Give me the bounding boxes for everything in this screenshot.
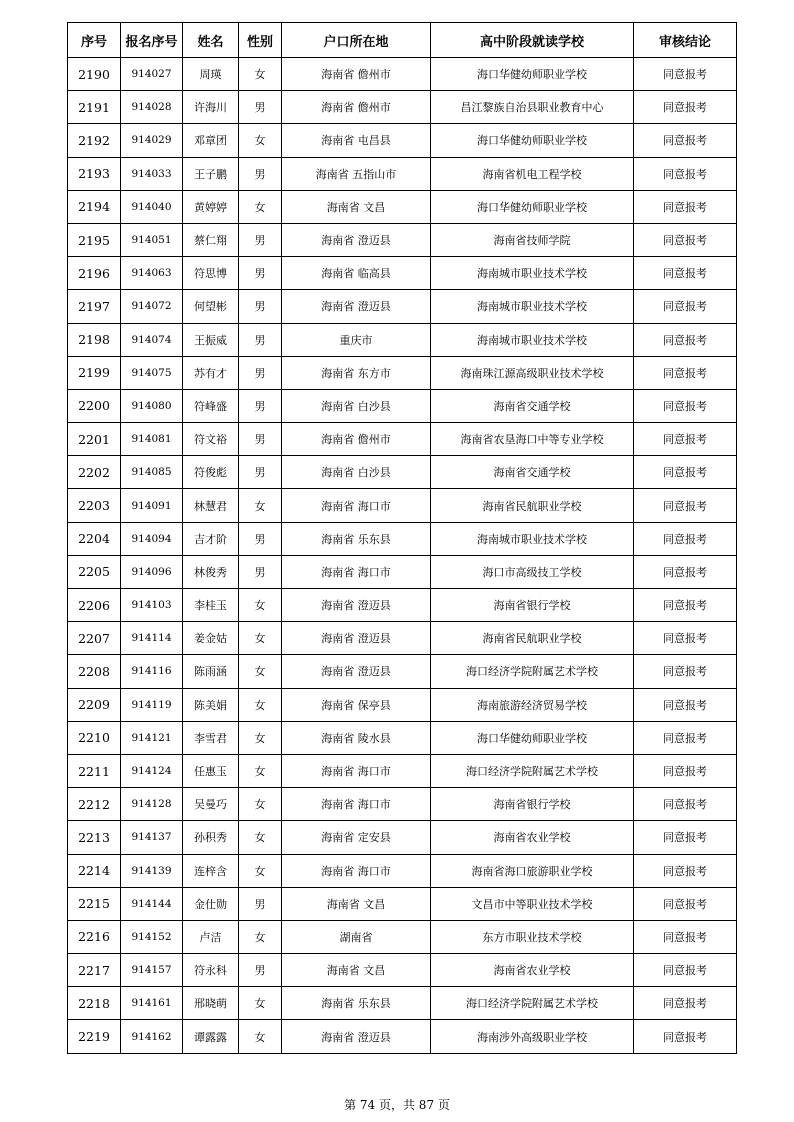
household-location-cell: 海南省 乐东县: [282, 987, 431, 1020]
review-result-cell: 同意报考: [634, 91, 737, 124]
seq-cell: 2209: [68, 688, 121, 721]
seq-cell: 2198: [68, 323, 121, 356]
review-result-cell: 同意报考: [634, 389, 737, 422]
name-cell: 陈雨涵: [183, 655, 239, 688]
table-row: [68, 356, 737, 389]
registration-number-cell: 914080: [121, 389, 183, 422]
school-cell: 海南省民航职业学校: [431, 489, 634, 522]
registration-number-cell: 914091: [121, 489, 183, 522]
household-location-cell: 海南省 保亭县: [282, 688, 431, 721]
table-row: [68, 622, 737, 655]
gender-cell: 女: [239, 124, 282, 157]
review-result-cell: 同意报考: [634, 821, 737, 854]
gender-cell: 男: [239, 257, 282, 290]
seq-cell: 2207: [68, 622, 121, 655]
name-cell: 邢晓萌: [183, 987, 239, 1020]
gender-cell: 女: [239, 854, 282, 887]
household-location-cell: 海南省 澄迈县: [282, 655, 431, 688]
seq-cell: 2214: [68, 854, 121, 887]
gender-cell: 女: [239, 821, 282, 854]
school-cell: 东方市职业技术学校: [431, 920, 634, 953]
seq-cell: 2215: [68, 887, 121, 920]
gender-cell: 男: [239, 91, 282, 124]
household-location-cell: 海南省 东方市: [282, 356, 431, 389]
table-row: [68, 655, 737, 688]
column-header-registration-number: 报名序号: [121, 23, 183, 58]
review-result-cell: 同意报考: [634, 157, 737, 190]
registration-number-cell: 914033: [121, 157, 183, 190]
school-cell: 海南省交通学校: [431, 389, 634, 422]
gender-cell: 男: [239, 887, 282, 920]
review-result-cell: 同意报考: [634, 788, 737, 821]
name-cell: 符峰盛: [183, 389, 239, 422]
school-cell: 海南省农业学校: [431, 954, 634, 987]
registration-number-cell: 914162: [121, 1020, 183, 1053]
household-location-cell: 海南省 文昌: [282, 887, 431, 920]
registration-number-cell: 914051: [121, 223, 183, 256]
registration-number-cell: 914157: [121, 954, 183, 987]
review-result-cell: 同意报考: [634, 522, 737, 555]
household-location-cell: 海南省 海口市: [282, 489, 431, 522]
review-result-cell: 同意报考: [634, 655, 737, 688]
name-cell: 王振威: [183, 323, 239, 356]
table-row: [68, 58, 737, 91]
seq-cell: 2210: [68, 721, 121, 754]
registration-number-cell: 914027: [121, 58, 183, 91]
gender-cell: 男: [239, 290, 282, 323]
review-result-cell: 同意报考: [634, 290, 737, 323]
registration-number-cell: 914128: [121, 788, 183, 821]
column-header-gender: 性别: [239, 23, 282, 58]
gender-cell: 女: [239, 622, 282, 655]
gender-cell: 女: [239, 589, 282, 622]
registration-number-cell: 914137: [121, 821, 183, 854]
gender-cell: 男: [239, 456, 282, 489]
name-cell: 符文裕: [183, 423, 239, 456]
seq-cell: 2196: [68, 257, 121, 290]
gender-cell: 女: [239, 655, 282, 688]
review-result-cell: 同意报考: [634, 887, 737, 920]
review-result-cell: 同意报考: [634, 854, 737, 887]
gender-cell: 女: [239, 489, 282, 522]
name-cell: 吴曼巧: [183, 788, 239, 821]
school-cell: 海南省技师学院: [431, 223, 634, 256]
school-cell: 海口华健幼师职业学校: [431, 721, 634, 754]
household-location-cell: 海南省 乐东县: [282, 522, 431, 555]
column-header-household-location: 户口所在地: [282, 23, 431, 58]
table-body: [68, 58, 737, 1054]
header-row: [68, 23, 737, 58]
name-cell: 林慧君: [183, 489, 239, 522]
registration-number-cell: 914119: [121, 688, 183, 721]
name-cell: 蔡仁翔: [183, 223, 239, 256]
review-result-cell: 同意报考: [634, 223, 737, 256]
seq-cell: 2201: [68, 423, 121, 456]
household-location-cell: 海南省 海口市: [282, 555, 431, 588]
table-row: [68, 1020, 737, 1053]
seq-cell: 2203: [68, 489, 121, 522]
gender-cell: 女: [239, 721, 282, 754]
household-location-cell: 海南省 文昌: [282, 190, 431, 223]
name-cell: 林俊秀: [183, 555, 239, 588]
table-header: [68, 23, 737, 58]
household-location-cell: 海南省 临高县: [282, 257, 431, 290]
school-cell: 海口经济学院附属艺术学校: [431, 655, 634, 688]
registration-number-cell: 914121: [121, 721, 183, 754]
name-cell: 李雪君: [183, 721, 239, 754]
seq-cell: 2199: [68, 356, 121, 389]
seq-cell: 2200: [68, 389, 121, 422]
seq-cell: 2202: [68, 456, 121, 489]
school-cell: 海南省银行学校: [431, 589, 634, 622]
table-row: [68, 190, 737, 223]
seq-cell: 2206: [68, 589, 121, 622]
school-cell: 海南城市职业技术学校: [431, 323, 634, 356]
household-location-cell: 海南省 定安县: [282, 821, 431, 854]
registration-number-cell: 914096: [121, 555, 183, 588]
school-cell: 海口华健幼师职业学校: [431, 190, 634, 223]
table-row: [68, 489, 737, 522]
name-cell: 周瑛: [183, 58, 239, 91]
registration-number-cell: 914074: [121, 323, 183, 356]
gender-cell: 女: [239, 754, 282, 787]
column-header-name: 姓名: [183, 23, 239, 58]
seq-cell: 2217: [68, 954, 121, 987]
name-cell: 邓章团: [183, 124, 239, 157]
table-row: [68, 223, 737, 256]
school-cell: 海南省机电工程学校: [431, 157, 634, 190]
household-location-cell: 海南省 澄迈县: [282, 622, 431, 655]
review-result-cell: 同意报考: [634, 124, 737, 157]
school-cell: 海南城市职业技术学校: [431, 290, 634, 323]
seq-cell: 2195: [68, 223, 121, 256]
seq-cell: 2191: [68, 91, 121, 124]
household-location-cell: 海南省 陵水县: [282, 721, 431, 754]
school-cell: 海南城市职业技术学校: [431, 522, 634, 555]
review-result-cell: 同意报考: [634, 754, 737, 787]
review-result-cell: 同意报考: [634, 688, 737, 721]
table-row: [68, 423, 737, 456]
household-location-cell: 重庆市: [282, 323, 431, 356]
table-row: [68, 788, 737, 821]
household-location-cell: 海南省 海口市: [282, 854, 431, 887]
name-cell: 孙积秀: [183, 821, 239, 854]
registration-number-cell: 914040: [121, 190, 183, 223]
review-result-cell: 同意报考: [634, 257, 737, 290]
gender-cell: 男: [239, 356, 282, 389]
seq-cell: 2208: [68, 655, 121, 688]
table-row: [68, 456, 737, 489]
review-result-cell: 同意报考: [634, 323, 737, 356]
registration-number-cell: 914161: [121, 987, 183, 1020]
seq-cell: 2204: [68, 522, 121, 555]
school-cell: 海南省银行学校: [431, 788, 634, 821]
table-row: [68, 721, 737, 754]
gender-cell: 男: [239, 223, 282, 256]
seq-cell: 2190: [68, 58, 121, 91]
review-result-cell: 同意报考: [634, 456, 737, 489]
name-cell: 连梓含: [183, 854, 239, 887]
review-result-cell: 同意报考: [634, 489, 737, 522]
gender-cell: 女: [239, 58, 282, 91]
household-location-cell: 海南省 五指山市: [282, 157, 431, 190]
registration-number-cell: 914063: [121, 257, 183, 290]
review-result-cell: 同意报考: [634, 555, 737, 588]
review-result-cell: 同意报考: [634, 954, 737, 987]
gender-cell: 女: [239, 688, 282, 721]
school-cell: 海南省农业学校: [431, 821, 634, 854]
seq-cell: 2211: [68, 754, 121, 787]
review-result-cell: 同意报考: [634, 920, 737, 953]
school-cell: 文昌市中等职业技术学校: [431, 887, 634, 920]
table-row: [68, 290, 737, 323]
gender-cell: 女: [239, 788, 282, 821]
household-location-cell: 海南省 海口市: [282, 788, 431, 821]
name-cell: 王子鹏: [183, 157, 239, 190]
registration-number-cell: 914139: [121, 854, 183, 887]
review-result-cell: 同意报考: [634, 1020, 737, 1053]
gender-cell: 男: [239, 522, 282, 555]
registration-number-cell: 914116: [121, 655, 183, 688]
registration-number-cell: 914028: [121, 91, 183, 124]
household-location-cell: 海南省 儋州市: [282, 423, 431, 456]
review-result-cell: 同意报考: [634, 589, 737, 622]
school-cell: 海南涉外高级职业学校: [431, 1020, 634, 1053]
household-location-cell: 海南省 澄迈县: [282, 223, 431, 256]
household-location-cell: 海南省 屯昌县: [282, 124, 431, 157]
name-cell: 吉才阶: [183, 522, 239, 555]
table-row: [68, 688, 737, 721]
review-result-cell: 同意报考: [634, 622, 737, 655]
name-cell: 任惠玉: [183, 754, 239, 787]
name-cell: 姜金姑: [183, 622, 239, 655]
table-row: [68, 91, 737, 124]
registration-number-cell: 914103: [121, 589, 183, 622]
registration-number-cell: 914072: [121, 290, 183, 323]
gender-cell: 男: [239, 954, 282, 987]
registration-number-cell: 914152: [121, 920, 183, 953]
household-location-cell: 海南省 澄迈县: [282, 589, 431, 622]
school-cell: 海口经济学院附属艺术学校: [431, 987, 634, 1020]
gender-cell: 男: [239, 555, 282, 588]
school-cell: 海口华健幼师职业学校: [431, 58, 634, 91]
gender-cell: 男: [239, 157, 282, 190]
table-row: [68, 987, 737, 1020]
registration-number-cell: 914081: [121, 423, 183, 456]
column-header-school: 高中阶段就读学校: [431, 23, 634, 58]
gender-cell: 女: [239, 920, 282, 953]
registration-number-cell: 914114: [121, 622, 183, 655]
name-cell: 卢洁: [183, 920, 239, 953]
table-row: [68, 821, 737, 854]
table-row: [68, 522, 737, 555]
name-cell: 符俊彪: [183, 456, 239, 489]
school-cell: 海口市高级技工学校: [431, 555, 634, 588]
table-row: [68, 589, 737, 622]
name-cell: 金仕勋: [183, 887, 239, 920]
table-row: [68, 954, 737, 987]
table-row: [68, 157, 737, 190]
school-cell: 海南珠江源高级职业技术学校: [431, 356, 634, 389]
seq-cell: 2194: [68, 190, 121, 223]
applicant-review-table-sheet: [67, 22, 736, 1054]
name-cell: 李桂玉: [183, 589, 239, 622]
table-row: [68, 257, 737, 290]
household-location-cell: 海南省 澄迈县: [282, 290, 431, 323]
review-result-cell: 同意报考: [634, 190, 737, 223]
school-cell: 海南旅游经济贸易学校: [431, 688, 634, 721]
seq-cell: 2193: [68, 157, 121, 190]
school-cell: 海南省农垦海口中等专业学校: [431, 423, 634, 456]
column-header-seq: 序号: [68, 23, 121, 58]
school-cell: 海口经济学院附属艺术学校: [431, 754, 634, 787]
school-cell: 海南省交通学校: [431, 456, 634, 489]
seq-cell: 2192: [68, 124, 121, 157]
seq-cell: 2212: [68, 788, 121, 821]
gender-cell: 女: [239, 987, 282, 1020]
table-row: [68, 920, 737, 953]
seq-cell: 2213: [68, 821, 121, 854]
name-cell: 许海川: [183, 91, 239, 124]
table-row: [68, 389, 737, 422]
gender-cell: 女: [239, 190, 282, 223]
name-cell: 苏有才: [183, 356, 239, 389]
gender-cell: 男: [239, 389, 282, 422]
school-cell: 海口华健幼师职业学校: [431, 124, 634, 157]
seq-cell: 2205: [68, 555, 121, 588]
column-header-review-result: 审核结论: [634, 23, 737, 58]
table-row: [68, 323, 737, 356]
household-location-cell: 湖南省: [282, 920, 431, 953]
name-cell: 符永科: [183, 954, 239, 987]
review-result-cell: 同意报考: [634, 356, 737, 389]
household-location-cell: 海南省 文昌: [282, 954, 431, 987]
applicant-review-table: [67, 22, 737, 1054]
seq-cell: 2216: [68, 920, 121, 953]
table-row: [68, 754, 737, 787]
name-cell: 符思博: [183, 257, 239, 290]
table-row: [68, 555, 737, 588]
registration-number-cell: 914029: [121, 124, 183, 157]
household-location-cell: 海南省 儋州市: [282, 58, 431, 91]
school-cell: 昌江黎族自治县职业教育中心: [431, 91, 634, 124]
school-cell: 海南省民航职业学校: [431, 622, 634, 655]
table-row: [68, 887, 737, 920]
household-location-cell: 海南省 白沙县: [282, 389, 431, 422]
school-cell: 海南城市职业技术学校: [431, 257, 634, 290]
seq-cell: 2219: [68, 1020, 121, 1053]
table-row: [68, 854, 737, 887]
registration-number-cell: 914085: [121, 456, 183, 489]
registration-number-cell: 914124: [121, 754, 183, 787]
seq-cell: 2218: [68, 987, 121, 1020]
review-result-cell: 同意报考: [634, 58, 737, 91]
name-cell: 谭露露: [183, 1020, 239, 1053]
name-cell: 黄婷婷: [183, 190, 239, 223]
page-number-footer: 第 74 页，共 87 页: [344, 1098, 450, 1112]
registration-number-cell: 914075: [121, 356, 183, 389]
household-location-cell: 海南省 澄迈县: [282, 1020, 431, 1053]
registration-number-cell: 914094: [121, 522, 183, 555]
seq-cell: 2197: [68, 290, 121, 323]
name-cell: 何望彬: [183, 290, 239, 323]
gender-cell: 男: [239, 423, 282, 456]
household-location-cell: 海南省 儋州市: [282, 91, 431, 124]
review-result-cell: 同意报考: [634, 423, 737, 456]
household-location-cell: 海南省 白沙县: [282, 456, 431, 489]
gender-cell: 女: [239, 1020, 282, 1053]
gender-cell: 男: [239, 323, 282, 356]
registration-number-cell: 914144: [121, 887, 183, 920]
review-result-cell: 同意报考: [634, 721, 737, 754]
table-row: [68, 124, 737, 157]
review-result-cell: 同意报考: [634, 987, 737, 1020]
school-cell: 海南省海口旅游职业学校: [431, 854, 634, 887]
name-cell: 陈美娟: [183, 688, 239, 721]
household-location-cell: 海南省 海口市: [282, 754, 431, 787]
